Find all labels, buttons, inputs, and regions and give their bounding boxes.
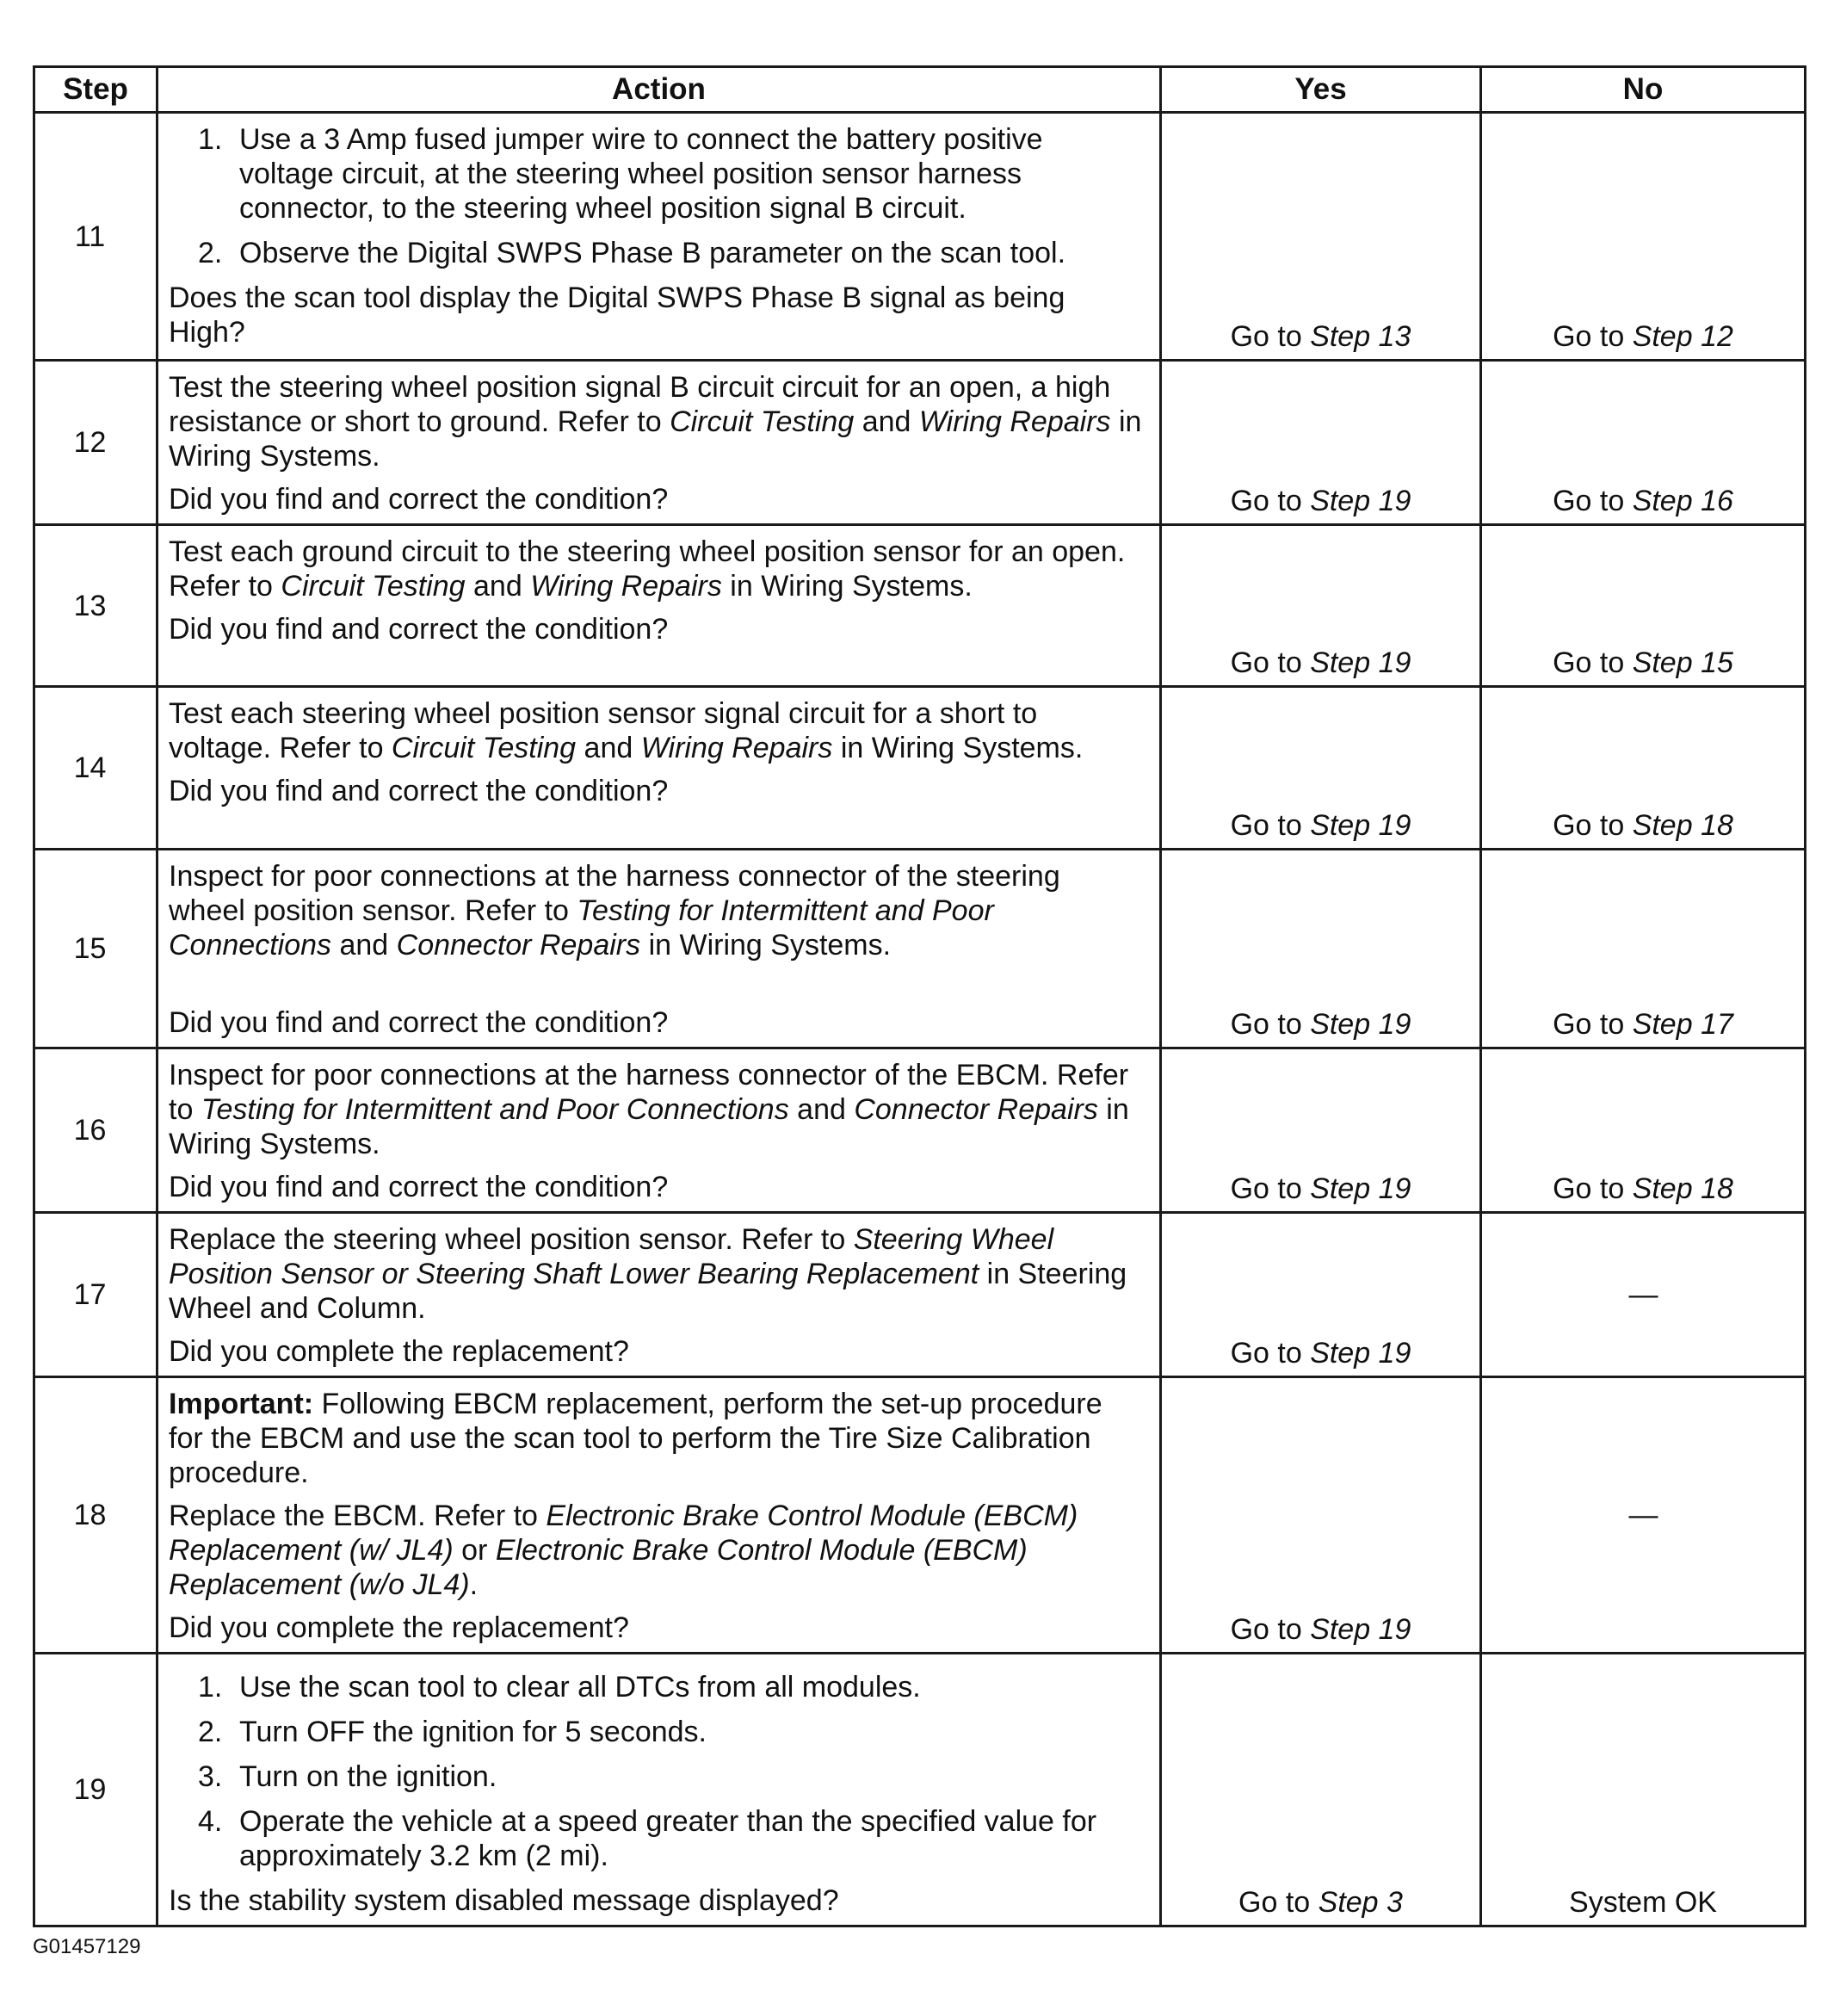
question-text: Did you find and correct the condition? (169, 483, 669, 516)
instruction-text: Inspect for poor connections at the harness connector of the steering wheel position sensor. Refer to Testing for Intermittent and Poor Connections and Connector Repairs in Wiring Systems. (169, 860, 1060, 962)
question-text: Does the scan tool display the Digital SWPS Phase B signal as being High? (169, 281, 1065, 349)
question-text: Did you find and correct the condition? (169, 1006, 669, 1039)
no-cell: Go to Step 16 (1481, 361, 1806, 525)
diagnostic-table (33, 65, 1806, 1927)
list-item: 3. Turn on the ignition. (198, 1760, 497, 1793)
list-item: 2. Observe the Digital SWPS Phase B parameter on the scan tool. (198, 237, 1066, 269)
yes-cell: Go to Step 19 (1161, 850, 1481, 1048)
yes-cell: Go to Step 19 (1161, 525, 1481, 687)
action-cell (157, 113, 1161, 361)
instruction-text: Replace the EBCM. Refer to Electronic Brake Control Module (EBCM) Replacement (w/ JL4) or Electronic Brake Control Module (EBCM) Replacement (w/o JL4). (169, 1500, 1078, 1601)
table-row-step-12 (34, 361, 1806, 525)
action-cell (157, 361, 1161, 525)
list-item: 1. Use the scan tool to clear all DTCs from all modules. (198, 1671, 921, 1704)
step-number: 14 (34, 687, 157, 850)
no-cell: Go to Step 12 (1481, 113, 1806, 361)
list-item: 1. Use a 3 Amp fused jumper wire to connect the battery positive voltage circuit, at the steering wheel position sensor harness connector, to the steering wheel position signal B circuit. (198, 123, 1043, 225)
action-cell (157, 1377, 1161, 1654)
yes-cell: Go to Step 19 (1161, 1048, 1481, 1213)
action-cell (157, 1654, 1161, 1926)
diagnostic-table-container (33, 65, 1804, 1927)
step-number: 11 (34, 113, 157, 361)
yes-cell: Go to Step 3 (1161, 1654, 1481, 1926)
table-row-step-11 (34, 113, 1806, 361)
important-note: Important: Following EBCM replacement, perform the set-up procedure for the EBCM and use the scan tool to perform the Tire Size Calibration procedure. (169, 1388, 1102, 1489)
no-cell: Go to Step 17 (1481, 850, 1806, 1048)
yes-cell: Go to Step 13 (1161, 113, 1481, 361)
instruction-text: Test the steering wheel position signal B circuit circuit for an open, a high resistance or short to ground. Refer to Circuit Testing and Wiring Repairs in Wiring Systems. (169, 371, 1142, 473)
step-number: 15 (34, 850, 157, 1048)
no-cell: — (1481, 1213, 1806, 1377)
header-step: Step (34, 67, 157, 113)
step-number: 19 (34, 1654, 157, 1926)
no-cell: Go to Step 18 (1481, 687, 1806, 850)
question-text: Did you find and correct the condition? (169, 1171, 669, 1203)
step-reference: Step 18 (1632, 1172, 1733, 1205)
question-text: Did you find and correct the condition? (169, 613, 669, 646)
step-reference: Step 19 (1310, 809, 1411, 842)
instruction-text: Inspect for poor connections at the harness connector of the EBCM. Refer to Testing for Intermittent and Poor Connections and Connector Repairs in Wiring Systems. (169, 1059, 1129, 1160)
table-row-step-15 (34, 850, 1806, 1048)
list-item: 4. Operate the vehicle at a speed greater than the specified value for approximately 3.2 km (2 mi). (198, 1805, 1097, 1872)
step-reference: Step 19 (1310, 1613, 1411, 1646)
action-cell (157, 850, 1161, 1048)
header-action: Action (157, 67, 1161, 113)
step-reference: Step 12 (1632, 320, 1733, 353)
step-reference: Step 13 (1310, 320, 1411, 353)
action-cell (157, 525, 1161, 687)
action-cell (157, 687, 1161, 850)
table-row-step-13 (34, 525, 1806, 687)
question-text: Is the stability system disabled message displayed? (169, 1884, 839, 1917)
numbered-list (169, 1670, 1142, 1873)
question-text: Did you complete the replacement? (169, 1335, 629, 1368)
header-yes: Yes (1161, 67, 1481, 113)
question-text: Did you complete the replacement? (169, 1611, 629, 1644)
instruction-text: Test each ground circuit to the steering wheel position sensor for an open. Refer to Circuit Testing and Wiring Repairs in Wiring Systems. (169, 535, 1126, 603)
list-item: 2. Turn OFF the ignition for 5 seconds. (198, 1716, 707, 1748)
yes-cell: Go to Step 19 (1161, 1213, 1481, 1377)
action-cell (157, 1048, 1161, 1213)
step-number: 17 (34, 1213, 157, 1377)
step-number: 16 (34, 1048, 157, 1213)
yes-cell: Go to Step 19 (1161, 1377, 1481, 1654)
instruction-text: Replace the steering wheel position sensor. Refer to Steering Wheel Position Sensor or Steering Shaft Lower Bearing Replacement in Steering Wheel and Column. (169, 1223, 1127, 1325)
yes-cell: Go to Step 19 (1161, 361, 1481, 525)
instruction-text: Test each steering wheel position sensor signal circuit for a short to voltage. Refer to Circuit Testing and Wiring Repairs in Wiring Systems. (169, 697, 1084, 764)
step-reference: Step 16 (1632, 485, 1733, 517)
yes-cell: Go to Step 19 (1161, 687, 1481, 850)
no-cell: System OK (1481, 1654, 1806, 1926)
step-reference: Step 19 (1310, 485, 1411, 517)
step-reference: Step 19 (1310, 1172, 1411, 1205)
header-no: No (1481, 67, 1806, 113)
step-reference: Step 17 (1632, 1008, 1733, 1041)
table-row-step-18 (34, 1377, 1806, 1654)
step-reference: Step 19 (1310, 1008, 1411, 1041)
figure-id: G01457129 (33, 1935, 141, 1958)
step-reference: Step 3 (1318, 1886, 1403, 1919)
step-number: 12 (34, 361, 157, 525)
table-row-step-19 (34, 1654, 1806, 1926)
step-number: 18 (34, 1377, 157, 1654)
step-reference: Step 18 (1632, 809, 1733, 842)
no-cell: Go to Step 18 (1481, 1048, 1806, 1213)
table-row-step-17 (34, 1213, 1806, 1377)
step-reference: Step 15 (1632, 646, 1733, 679)
step-reference: Step 19 (1310, 646, 1411, 679)
table-header-row (34, 67, 1806, 113)
question-text: Did you find and correct the condition? (169, 775, 669, 807)
no-cell: — (1481, 1377, 1806, 1654)
no-cell: Go to Step 15 (1481, 525, 1806, 687)
step-reference: Step 19 (1310, 1337, 1411, 1370)
table-row-step-14 (34, 687, 1806, 850)
step-number: 13 (34, 525, 157, 687)
action-cell (157, 1213, 1161, 1377)
table-row-step-16 (34, 1048, 1806, 1213)
numbered-list (169, 122, 1142, 270)
